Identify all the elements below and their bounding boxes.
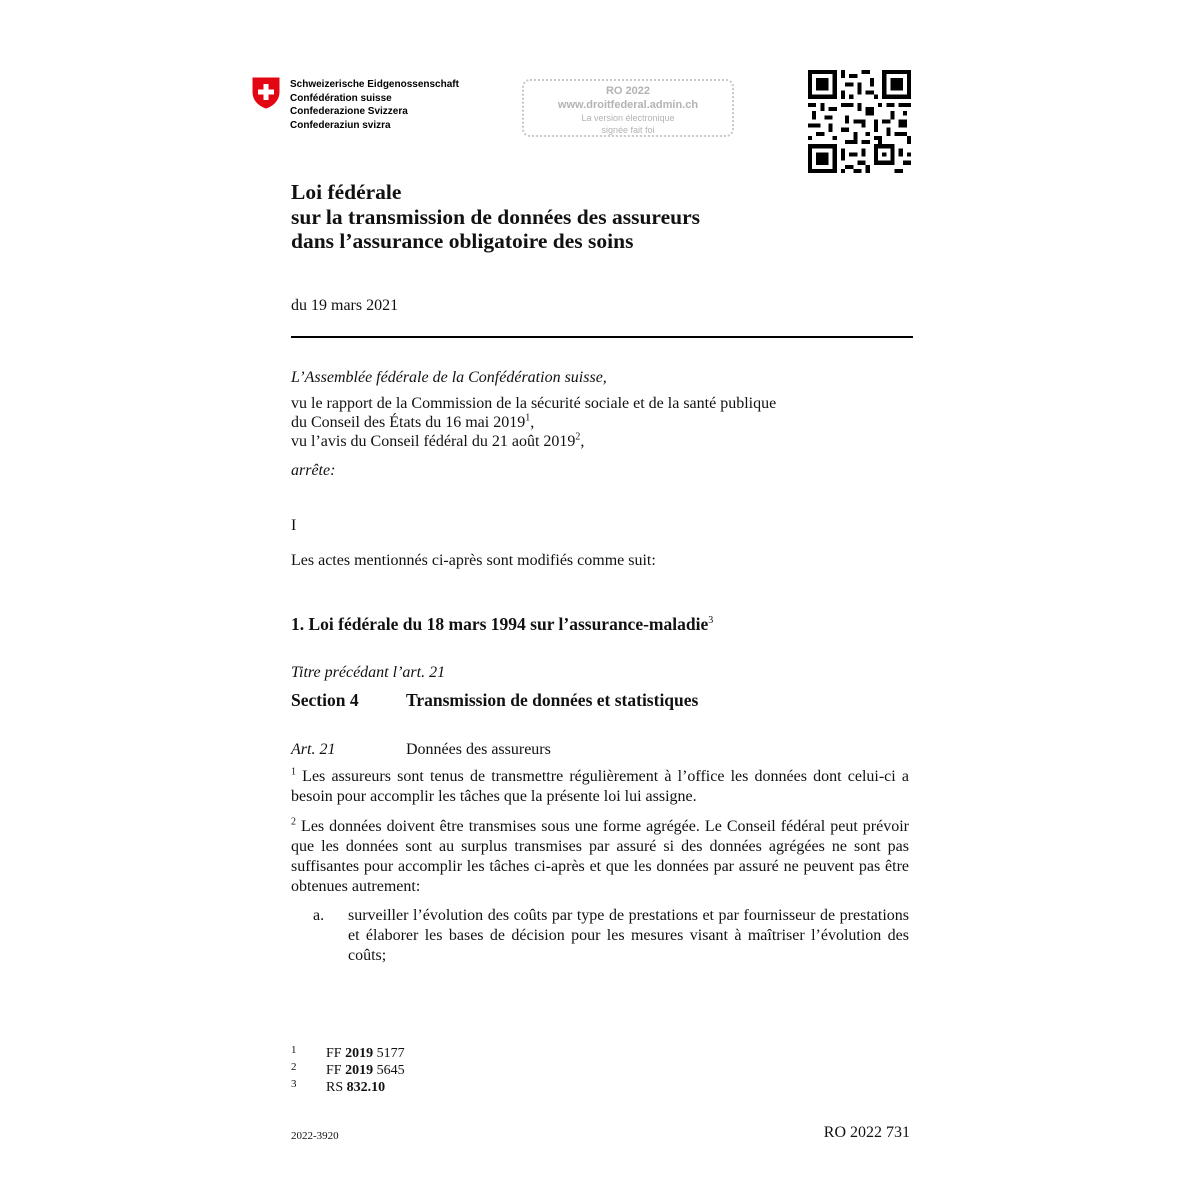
item-a-label: a.: [313, 907, 325, 924]
title-line-2: sur la transmission de données des assureurs: [291, 204, 700, 229]
stamp-note-1: La version électronique: [581, 113, 675, 123]
preamble-arrete: arrête:: [291, 462, 336, 479]
preamble-assembly: L’Assemblée fédérale de la Confédération suisse,: [291, 369, 607, 386]
footnote-2: 2 FF 2019 5645: [291, 1061, 405, 1078]
article-label: Art. 21: [291, 741, 336, 758]
title-line-3: dans l’assurance obligatoire des soins: [291, 229, 634, 253]
preamble-vu1-b: du Conseil des États du 16 mai 2019$^1$,: [291, 412, 535, 431]
paragraph-1: $^1$ Les assureurs sont tenus de transmettre régulièrement à l’office les données dont celui-ci a besoin pour accomplir les tâches que la présente loi lui assigne.: [291, 766, 910, 805]
electronic-version-stamp: [522, 79, 734, 137]
paragraph-2-number: 2: [291, 816, 296, 828]
footnote-ref-2[interactable]: 2: [575, 431, 581, 443]
org-line-de: Schweizerische Eidgenossenschaft: [290, 79, 459, 90]
qr-code-icon: [808, 70, 911, 173]
page-reference: RO 2022 731: [823, 1124, 910, 1141]
preamble-vu1-a: vu le rapport de la Commission de la sécurité sociale et de la santé publique: [291, 395, 777, 412]
paragraph-1-number: 1: [291, 766, 296, 778]
document-number: 2022-3920: [291, 1130, 339, 1142]
title-divider: [291, 336, 913, 338]
preamble-vu2: vu l’avis du Conseil fédéral du 21 août 2019$^2$,: [291, 431, 585, 450]
title-line-1: Loi fédérale: [291, 180, 402, 204]
law-title: [291, 180, 700, 254]
org-line-rm: Confederaziun svizra: [290, 119, 391, 131]
act-heading: 1. Loi fédérale du 18 mars 1994 sur l’assurance-maladie$^3$: [291, 614, 714, 634]
preamble-considerations: [291, 394, 776, 451]
item-a-text: surveiller l’évolution des coûts par type de prestations et par fournisseur de prestations et élaborer les bases de décision pour les mesures visant à maîtriser l’évolution des coûts;: [348, 907, 909, 964]
confederation-names: [290, 78, 459, 132]
section-label: Section 4: [291, 690, 359, 710]
footnote-ref-3[interactable]: 3: [708, 615, 714, 627]
org-line-it: Confederazione Svizzera: [290, 106, 408, 117]
org-line-fr: Confédération suisse: [290, 92, 392, 104]
part-numeral: I: [291, 517, 297, 534]
article-title: Données des assureurs: [406, 741, 551, 758]
title-note: Titre précédant l’art. 21: [291, 664, 446, 681]
footnote-3: 3 RS 832.10: [291, 1078, 386, 1095]
stamp-ro: RO 2022: [605, 85, 651, 97]
stamp-url: www.droitfederal.admin.ch: [557, 99, 699, 111]
part-intro: Les actes mentionnés ci-après sont modifiés comme suit:: [291, 552, 656, 569]
footnote-ref-1[interactable]: 1: [525, 412, 531, 424]
footnotes: [291, 1046, 591, 1097]
swiss-coat-of-arms-icon: [252, 77, 280, 109]
section-title: Transmission de données et statistiques: [406, 690, 699, 710]
stamp-note-2: signée fait foi: [601, 125, 655, 135]
law-date: du 19 mars 2021: [291, 297, 399, 314]
footnote-1: 1 FF 2019 5177: [291, 1044, 405, 1061]
paragraph-2: $^2$ Les données doivent être transmises sous une forme agrégée. Le Conseil fédéral peut prévoir que les données sont au surplus transmises par assuré si des données agrégées ne sont pas suffisantes pour accomplir les tâches ci-après et que les données par assuré ne peuvent pas être obtenues autrement:: [291, 816, 910, 895]
